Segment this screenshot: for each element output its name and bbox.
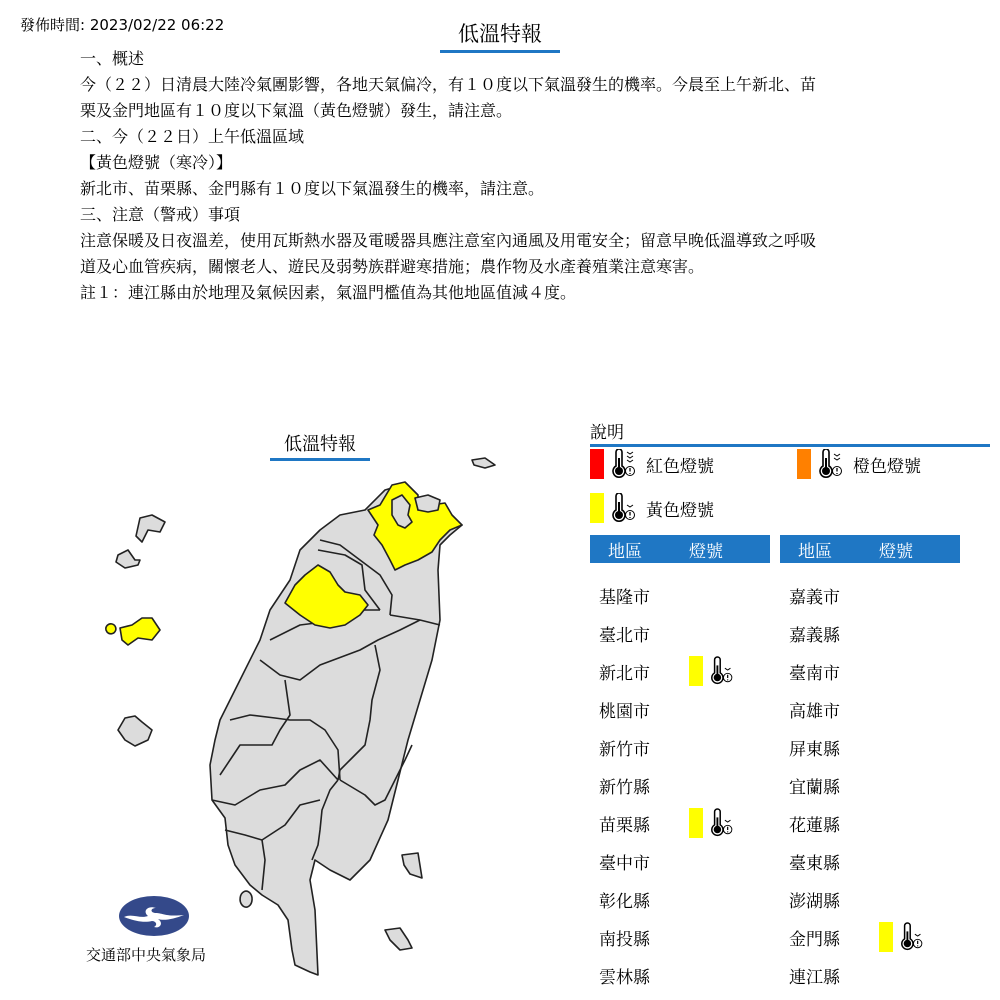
region-keelung bbox=[415, 495, 440, 512]
table-row bbox=[590, 576, 689, 614]
region-name: 臺東縣 bbox=[789, 853, 840, 874]
col-signal: 燈號 bbox=[689, 541, 723, 562]
island-penghu bbox=[118, 716, 152, 746]
red-swatch bbox=[590, 449, 604, 479]
table-row bbox=[780, 728, 879, 766]
table-row bbox=[780, 956, 879, 994]
table-row bbox=[590, 652, 737, 690]
region-name: 臺北市 bbox=[599, 625, 650, 646]
region-name: 花蓮縣 bbox=[789, 815, 840, 836]
bulletin-text bbox=[80, 46, 920, 306]
table-row bbox=[590, 766, 689, 804]
signal-indicator bbox=[689, 808, 737, 838]
island-green bbox=[402, 853, 422, 878]
island-matsu-1 bbox=[136, 515, 165, 542]
island-pengjia bbox=[472, 458, 495, 468]
region-name: 南投縣 bbox=[599, 929, 650, 950]
legend-title: 說明 bbox=[590, 418, 990, 447]
note-1: 註１：連江縣由於地理及氣候因素，氣溫門檻值為其他地區值減４度。 bbox=[80, 283, 577, 302]
cwb-logo bbox=[118, 895, 190, 937]
table-row bbox=[590, 918, 689, 956]
section2-signal: 【黃色燈號（寒冷）】 bbox=[80, 153, 233, 172]
region-name: 金門縣 bbox=[789, 929, 840, 950]
island-kinmen bbox=[120, 618, 160, 645]
legend-label-yellow: 黃色燈號 bbox=[646, 500, 714, 521]
table-row bbox=[590, 842, 689, 880]
thermometer-yellow-icon bbox=[709, 808, 737, 838]
table-row bbox=[780, 918, 927, 956]
agency-name: 交通部中央氣象局 bbox=[86, 946, 207, 964]
table-header-right bbox=[780, 535, 960, 563]
legend-label-red: 紅色燈號 bbox=[646, 456, 714, 477]
table-row bbox=[590, 804, 737, 842]
table-row bbox=[780, 880, 879, 918]
region-name: 新竹縣 bbox=[599, 777, 650, 798]
thermometer-yellow-icon bbox=[899, 922, 927, 952]
region-name: 新北市 bbox=[599, 663, 650, 684]
table-row bbox=[590, 728, 689, 766]
region-name: 臺南市 bbox=[789, 663, 840, 684]
island-liuqiu bbox=[240, 891, 252, 907]
table-row bbox=[780, 614, 879, 652]
section3-text-line1: 注意保暖及日夜溫差，使用瓦斯熱水器及電暖器具應注意室內通風及用電安全；留意早晚低溫導致之呼吸 bbox=[80, 231, 817, 250]
orange-swatch bbox=[797, 449, 811, 479]
signal-indicator bbox=[879, 922, 927, 952]
section1-text-line1: 今（２２）日清晨大陸冷氣團影響，各地天氣偏冷，有１０度以下氣溫發生的機率。今晨至上午新北、苗 bbox=[80, 75, 817, 94]
section2-areas: 新北市、苗栗縣、金門縣有１０度以下氣溫發生的機率，請注意。 bbox=[80, 179, 545, 198]
table-row bbox=[590, 880, 689, 918]
region-name: 苗栗縣 bbox=[599, 815, 650, 836]
taiwan-map bbox=[0, 400, 580, 1000]
section3-heading: 三、注意（警戒）事項 bbox=[80, 205, 241, 224]
region-name: 臺中市 bbox=[599, 853, 650, 874]
col-region: 地區 bbox=[608, 541, 642, 562]
legend-label-orange: 橙色燈號 bbox=[853, 456, 921, 477]
table-row bbox=[780, 766, 879, 804]
region-name: 澎湖縣 bbox=[789, 891, 840, 912]
yellow-swatch bbox=[689, 808, 703, 838]
region-name: 桃園市 bbox=[599, 701, 650, 722]
issue-time: 發佈時間: 2023/02/22 06:22 bbox=[20, 16, 225, 34]
section2-heading: 二、今（２２日）上午低溫區域 bbox=[80, 127, 305, 146]
table-row bbox=[780, 842, 879, 880]
region-name: 高雄市 bbox=[789, 701, 840, 722]
table-row bbox=[590, 956, 689, 994]
page-title: 低溫特報 bbox=[440, 18, 560, 53]
col-signal: 燈號 bbox=[879, 541, 913, 562]
table-header-left bbox=[590, 535, 770, 563]
island-orchid bbox=[385, 928, 412, 950]
thermometer-orange-icon bbox=[817, 449, 847, 479]
signal-indicator bbox=[689, 656, 737, 686]
section1-heading: 一、概述 bbox=[80, 49, 145, 68]
section3-text-line2: 道及心血管疾病，關懷老人、遊民及弱勢族群避寒措施；農作物及水產養殖業注意寒害。 bbox=[80, 257, 705, 276]
col-region: 地區 bbox=[798, 541, 832, 562]
table-row bbox=[590, 690, 689, 728]
yellow-swatch bbox=[590, 493, 604, 523]
yellow-swatch bbox=[689, 656, 703, 686]
section1-text-line2: 栗及金門地區有１０度以下氣溫（黃色燈號）發生，請注意。 bbox=[80, 101, 513, 120]
legend-item-orange bbox=[797, 449, 921, 479]
thermometer-red-icon bbox=[610, 449, 640, 479]
thermometer-yellow-icon bbox=[709, 656, 737, 686]
region-name: 彰化縣 bbox=[599, 891, 650, 912]
map-title: 低溫特報 bbox=[270, 430, 370, 461]
table-row bbox=[780, 576, 879, 614]
legend-item-yellow bbox=[590, 493, 714, 523]
thermometer-yellow-icon bbox=[610, 493, 640, 523]
legend-item-red bbox=[590, 449, 714, 479]
region-name: 屏東縣 bbox=[789, 739, 840, 760]
table-row bbox=[780, 804, 879, 842]
region-name: 雲林縣 bbox=[599, 967, 650, 988]
table-row bbox=[780, 690, 879, 728]
island-matsu-2 bbox=[116, 550, 140, 568]
region-name: 宜蘭縣 bbox=[789, 777, 840, 798]
table-row bbox=[780, 652, 879, 690]
region-name: 新竹市 bbox=[599, 739, 650, 760]
region-name: 基隆市 bbox=[599, 587, 650, 608]
yellow-swatch bbox=[879, 922, 893, 952]
region-name: 連江縣 bbox=[789, 967, 840, 988]
island-lieyu bbox=[106, 624, 116, 634]
region-name: 嘉義縣 bbox=[789, 625, 840, 646]
table-row bbox=[590, 614, 689, 652]
region-name: 嘉義市 bbox=[789, 587, 840, 608]
